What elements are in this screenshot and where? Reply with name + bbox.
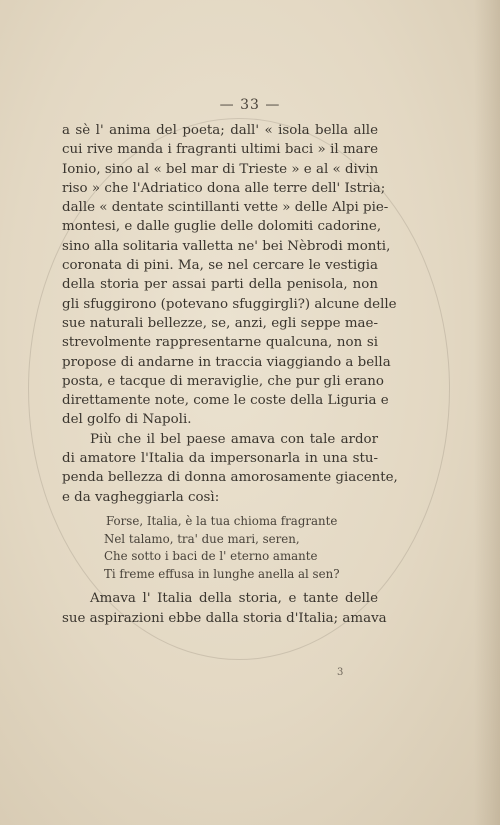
verse-line: Che sotto i baci de l' eterno amante (104, 549, 318, 564)
text-line: sino alla solitaria valletta ne' bei Nèbrodi monti, (62, 238, 391, 254)
text-line: posta, e tacque di meraviglie, che pur gli erano (62, 373, 384, 389)
verse-line: Forse, Italia, è la tua chioma fragrante (106, 513, 338, 528)
page-number: — 33 — (219, 97, 281, 113)
text-line: Ionio, sino al « bel mar di Trieste » e al « divin (62, 161, 379, 177)
text-line: riso » che l'Adriatico dona alle terre dell' Istria; (62, 180, 386, 196)
paragraph-2 (62, 430, 398, 507)
text-line: strevolmente rappresentarne qualcuna, non si (62, 335, 378, 351)
text-line: cui rive manda i fragranti ultimi baci » il mare (62, 142, 378, 158)
text-line: di amatore l'Italia da impersonarla in una stu- (62, 451, 378, 467)
verse-line: Nel talamo, tra' due mari, seren, (104, 531, 300, 546)
text-line: Più che il bel paese amava con tale ardor (90, 431, 378, 447)
text-line: sue naturali bellezze, se, anzi, egli seppe mae- (62, 315, 378, 331)
text-line: Amava l' Italia della storia, e tante delle (90, 591, 378, 607)
verse-quote (62, 513, 378, 583)
text-line: penda bellezza di donna amorosamente giacente, (62, 470, 398, 486)
text-line: a sè l' anima del poeta; dall' « isola bella alle (62, 123, 378, 138)
body-text (62, 121, 398, 628)
paragraph-3 (62, 589, 387, 628)
text-line: coronata di pini. Ma, se nel cercare le vestigia (62, 258, 378, 274)
page-edge-shadow (474, 0, 500, 825)
text-line: propose di andarne in traccia viaggiando a bella (62, 354, 391, 370)
text-line: del golfo di Napoli. (62, 412, 192, 428)
text-line: gli sfuggirono (potevano sfuggirgli?) alcune delle (62, 296, 397, 312)
text-line: e da vagheggiarla così: (62, 489, 220, 505)
text-line: montesi, e dalle guglie delle dolomiti cadorine, (62, 219, 382, 235)
text-line: sue aspirazioni ebbe dalla storia d'Italia; amava (62, 610, 387, 626)
verse-line: Ti freme effusa in lunghe anella al sen? (104, 566, 340, 581)
text-line: direttamente note, come le coste della Liguria e (62, 393, 389, 409)
text-line: della storia per assai parti della penisola, non (62, 277, 378, 293)
signature-mark: 3 (337, 667, 344, 678)
text-line: dalle « dentate scintillanti vette » delle Alpi pie- (62, 200, 389, 216)
paragraph-1 (62, 121, 397, 430)
